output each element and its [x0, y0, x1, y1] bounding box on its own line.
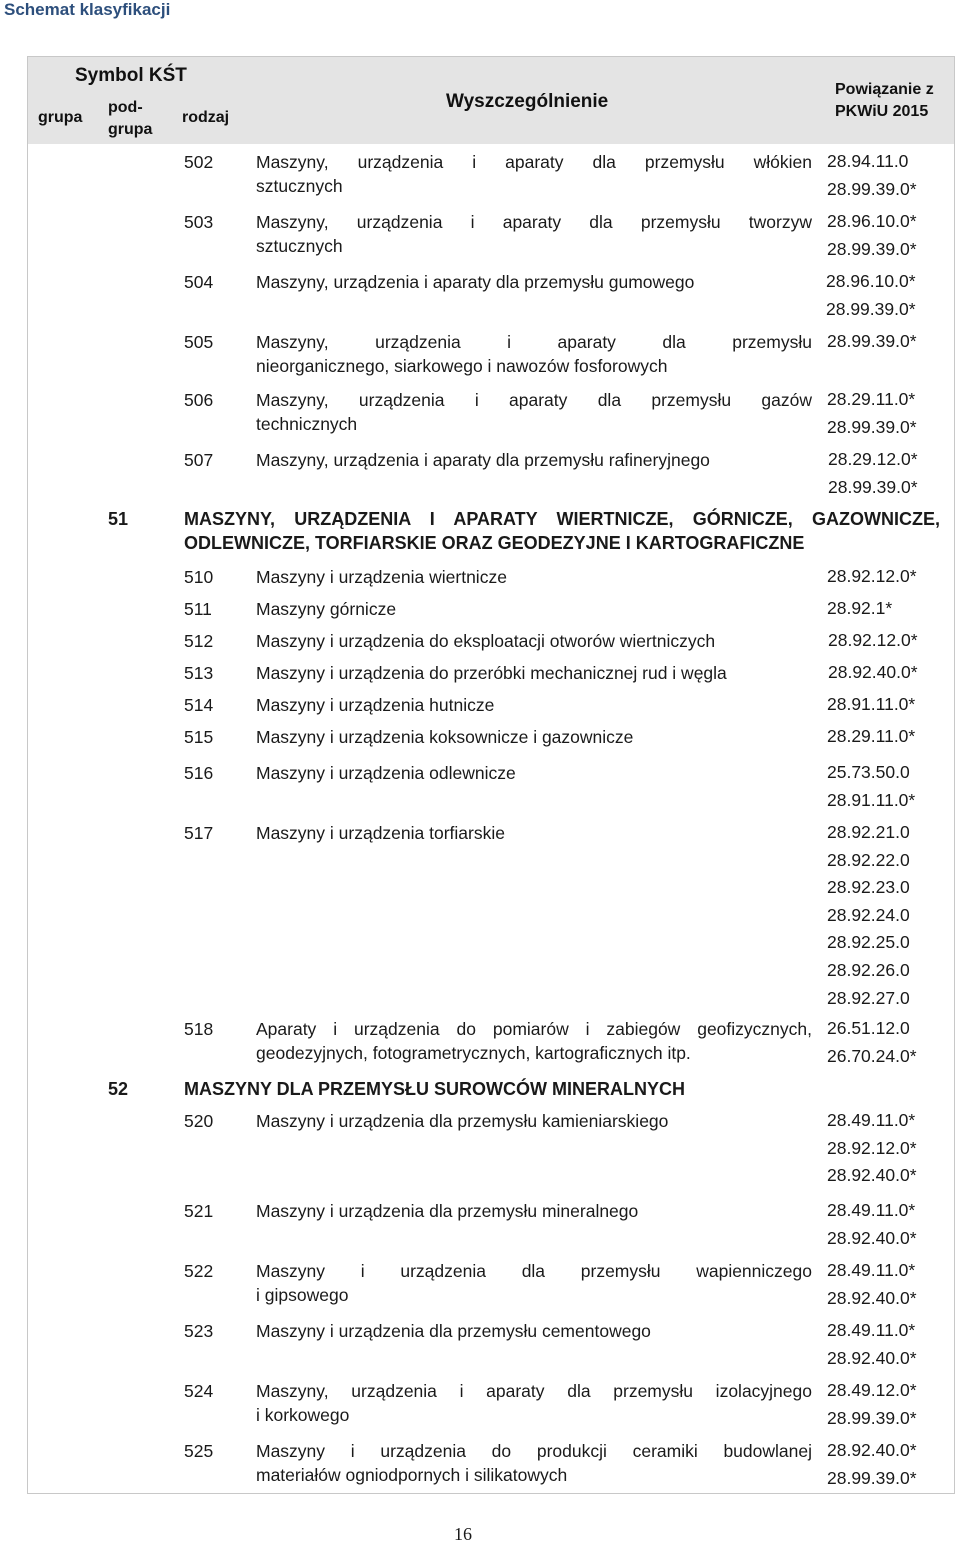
row-pkwiu: [827, 759, 915, 814]
row-code: 514: [184, 695, 214, 715]
row-description-line: Maszyny i urządzenia dla przemysłu wapienniczego: [256, 1261, 812, 1281]
row-description-line: sztucznych: [256, 236, 343, 256]
pkwiu-code: 28.99.39.0*: [827, 416, 917, 437]
pkwiu-code: 28.92.12.0*: [828, 630, 918, 650]
row-description-line: Maszyny i urządzenia do przeróbki mechanicznej rud i węgla: [256, 663, 727, 683]
row-code: 512: [184, 631, 214, 651]
row-description-line: Maszyny i urządzenia dla przemysłu cementowego: [256, 1321, 651, 1341]
row-description-line: technicznych: [256, 414, 358, 434]
row-pkwiu: [827, 1015, 917, 1070]
pkwiu-code: 25.73.50.0: [827, 762, 910, 782]
row-description-line: nieorganicznego, siarkowego i nawozów fosforowych: [256, 356, 668, 376]
row-code: 515: [184, 727, 214, 747]
row-description-line: sztucznych: [256, 176, 343, 196]
pkwiu-code: 28.49.11.0*: [827, 1260, 916, 1280]
pkwiu-code: 28.92.27.0: [827, 987, 910, 1008]
row-pkwiu: [827, 723, 915, 751]
pkwiu-code: 28.92.40.0*: [827, 1347, 917, 1368]
row-code: 521: [184, 1201, 214, 1221]
header-rodzaj: rodzaj: [182, 109, 230, 126]
pkwiu-code: 28.92.12.0*: [827, 1137, 917, 1158]
pkwiu-code: 28.29.11.0*: [827, 389, 916, 409]
pkwiu-code: 28.49.11.0*: [827, 1200, 916, 1220]
pkwiu-code: 28.99.39.0*: [828, 476, 918, 497]
row-pkwiu: [828, 446, 918, 501]
pkwiu-code: 28.91.11.0*: [827, 694, 916, 714]
row-code: 510: [184, 567, 214, 587]
pkwiu-code: 28.92.23.0: [827, 877, 910, 898]
row-description-line: Maszyny i urządzenia hutnicze: [256, 695, 495, 715]
row-pkwiu: [827, 1107, 917, 1190]
pkwiu-code: 28.29.12.0*: [828, 449, 918, 469]
row-code: 516: [184, 763, 214, 783]
row-code: 513: [184, 663, 214, 683]
row-description-line: Maszyny, urządzenia i aparaty dla przemysłu rafineryjnego: [256, 450, 710, 470]
header-podgrupa-1: pod-: [108, 99, 143, 116]
row-description-line: materiałów ogniodpornych i silikatowych: [256, 1465, 568, 1485]
row-code: 518: [184, 1019, 214, 1039]
row-pkwiu: [828, 627, 918, 655]
row-description-line: Maszyny i urządzenia wiertnicze: [256, 567, 507, 587]
pkwiu-code: 28.96.10.0*: [827, 211, 917, 231]
row-code: 517: [184, 823, 214, 843]
row-code: 523: [184, 1321, 214, 1341]
row-code: 503: [184, 212, 214, 232]
row-description-line: Maszyny, urządzenia i aparaty dla przemysłu włókien: [256, 152, 812, 172]
row-pkwiu: [827, 1377, 917, 1432]
row-description-line: Maszyny, urządzenia i aparaty dla przemysłu gazów: [256, 390, 812, 410]
row-description-line: i gipsowego: [256, 1285, 349, 1305]
pkwiu-code: 28.92.24.0: [827, 904, 910, 925]
group-title-line: ODLEWNICZE, TORFIARSKIE ORAZ GEODEZYJNE I KARTOGRAFICZNE: [184, 533, 805, 553]
pkwiu-code: 28.92.40.0*: [827, 1287, 917, 1308]
pkwiu-code: 28.49.11.0*: [827, 1320, 916, 1340]
row-description-line: Maszyny, urządzenia i aparaty dla przemysłu tworzyw: [256, 212, 812, 232]
row-code: 506: [184, 390, 214, 410]
pkwiu-code: 28.94.11.0: [827, 151, 909, 171]
pkwiu-code: 28.92.26.0: [827, 959, 910, 980]
row-description-line: geodezyjnych, fotogrametrycznych, kartograficznych itp.: [256, 1043, 691, 1063]
header-pkwiu-1: Powiązanie z: [835, 81, 934, 98]
header-wyszczegolnienie: Wyszczególnienie: [446, 91, 609, 112]
row-code: 504: [184, 272, 214, 292]
pkwiu-code: 28.99.39.0*: [827, 1467, 917, 1488]
row-pkwiu: [827, 208, 917, 263]
pkwiu-code: 28.92.40.0*: [827, 1440, 917, 1460]
row-pkwiu: [827, 1437, 917, 1492]
pkwiu-code: 26.70.24.0*: [827, 1045, 917, 1066]
row-description-line: Maszyny i urządzenia dla przemysłu mineralnego: [256, 1201, 639, 1221]
pkwiu-code: 28.92.40.0*: [828, 662, 918, 682]
pkwiu-code: 28.99.39.0*: [827, 178, 917, 199]
row-description-line: Maszyny i urządzenia do eksploatacji otworów wiertniczych: [256, 631, 716, 651]
pkwiu-code: 28.92.25.0: [827, 932, 910, 953]
row-code: 507: [184, 450, 214, 470]
pkwiu-code: 28.92.40.0*: [827, 1165, 917, 1186]
pkwiu-code: 28.92.12.0*: [827, 566, 917, 586]
pkwiu-code: 28.92.22.0: [827, 849, 910, 870]
row-description-line: Maszyny i urządzenia torfiarskie: [256, 823, 505, 843]
row-description-line: Maszyny górnicze: [256, 599, 397, 619]
pkwiu-code: 26.51.12.0: [827, 1018, 910, 1038]
pkwiu-code: 28.99.39.0*: [827, 238, 917, 259]
group-title-line: MASZYNY, URZĄDZENIA I APARATY WIERTNICZE, GÓRNICZE, GAZOWNICZE,: [184, 509, 940, 529]
row-description-line: Maszyny i urządzenia koksownicze i gazownicze: [256, 727, 634, 747]
row-description-line: Maszyny i urządzenia do produkcji ceramiki budowlanej: [256, 1441, 812, 1461]
row-code: 511: [184, 599, 212, 619]
row-description-line: Maszyny, urządzenia i aparaty dla przemysłu gumowego: [256, 272, 695, 292]
row-pkwiu: [827, 1257, 917, 1312]
pkwiu-code: 28.99.39.0*: [826, 298, 916, 319]
group-code: 52: [108, 1079, 129, 1099]
row-description-line: Maszyny, urządzenia i aparaty dla przemysłu: [256, 332, 812, 352]
row-code: 524: [184, 1381, 214, 1401]
group-code: 51: [108, 509, 129, 529]
row-pkwiu: [827, 148, 917, 203]
pkwiu-code: 28.29.11.0*: [827, 726, 916, 746]
site-title: Schemat klasyfikacji: [4, 0, 171, 19]
row-description-line: i korkowego: [256, 1405, 350, 1425]
row-code: 525: [184, 1441, 214, 1461]
row-pkwiu: [827, 691, 915, 719]
row-description-line: Aparaty i urządzenia do pomiarów i zabiegów geofizycznych,: [256, 1019, 812, 1039]
row-code: 502: [184, 152, 214, 172]
pkwiu-code: 28.49.12.0*: [827, 1380, 917, 1400]
header-pkwiu-2: PKWiU 2015: [835, 103, 929, 120]
row-description-line: Maszyny i urządzenia odlewnicze: [256, 763, 516, 783]
pkwiu-code: 28.92.1*: [827, 598, 893, 618]
row-pkwiu: [826, 268, 916, 323]
row-code: 522: [184, 1261, 214, 1281]
pkwiu-code: 28.92.40.0*: [827, 1227, 917, 1248]
row-pkwiu: [827, 328, 917, 356]
pkwiu-code: 28.96.10.0*: [826, 271, 916, 291]
row-pkwiu: [827, 386, 917, 441]
pkwiu-code: 28.99.39.0*: [827, 331, 917, 351]
row-pkwiu: [827, 1197, 917, 1252]
table-header: [28, 57, 954, 144]
pkwiu-code: 28.99.39.0*: [827, 1407, 917, 1428]
row-pkwiu: [828, 659, 918, 687]
pkwiu-code: 28.91.11.0*: [827, 789, 916, 810]
pkwiu-code: 28.49.11.0*: [827, 1110, 916, 1130]
header-podgrupa-2: grupa: [108, 121, 153, 138]
header-symbol: Symbol KŚT: [75, 65, 187, 86]
page-number: 16: [454, 1524, 472, 1544]
row-pkwiu: [827, 819, 910, 1012]
header-grupa: grupa: [38, 109, 83, 126]
row-code: 520: [184, 1111, 214, 1131]
row-pkwiu: [827, 595, 892, 623]
row-description-line: Maszyny, urządzenia i aparaty dla przemysłu izolacyjnego: [256, 1381, 812, 1401]
group-title-line: MASZYNY DLA PRZEMYSŁU SUROWCÓW MINERALNYCH: [184, 1079, 685, 1099]
row-code: 505: [184, 332, 214, 352]
row-pkwiu: [827, 1317, 917, 1372]
row-pkwiu: [827, 563, 917, 591]
pkwiu-code: 28.92.21.0: [827, 822, 910, 842]
row-description-line: Maszyny i urządzenia dla przemysłu kamieniarskiego: [256, 1111, 669, 1131]
